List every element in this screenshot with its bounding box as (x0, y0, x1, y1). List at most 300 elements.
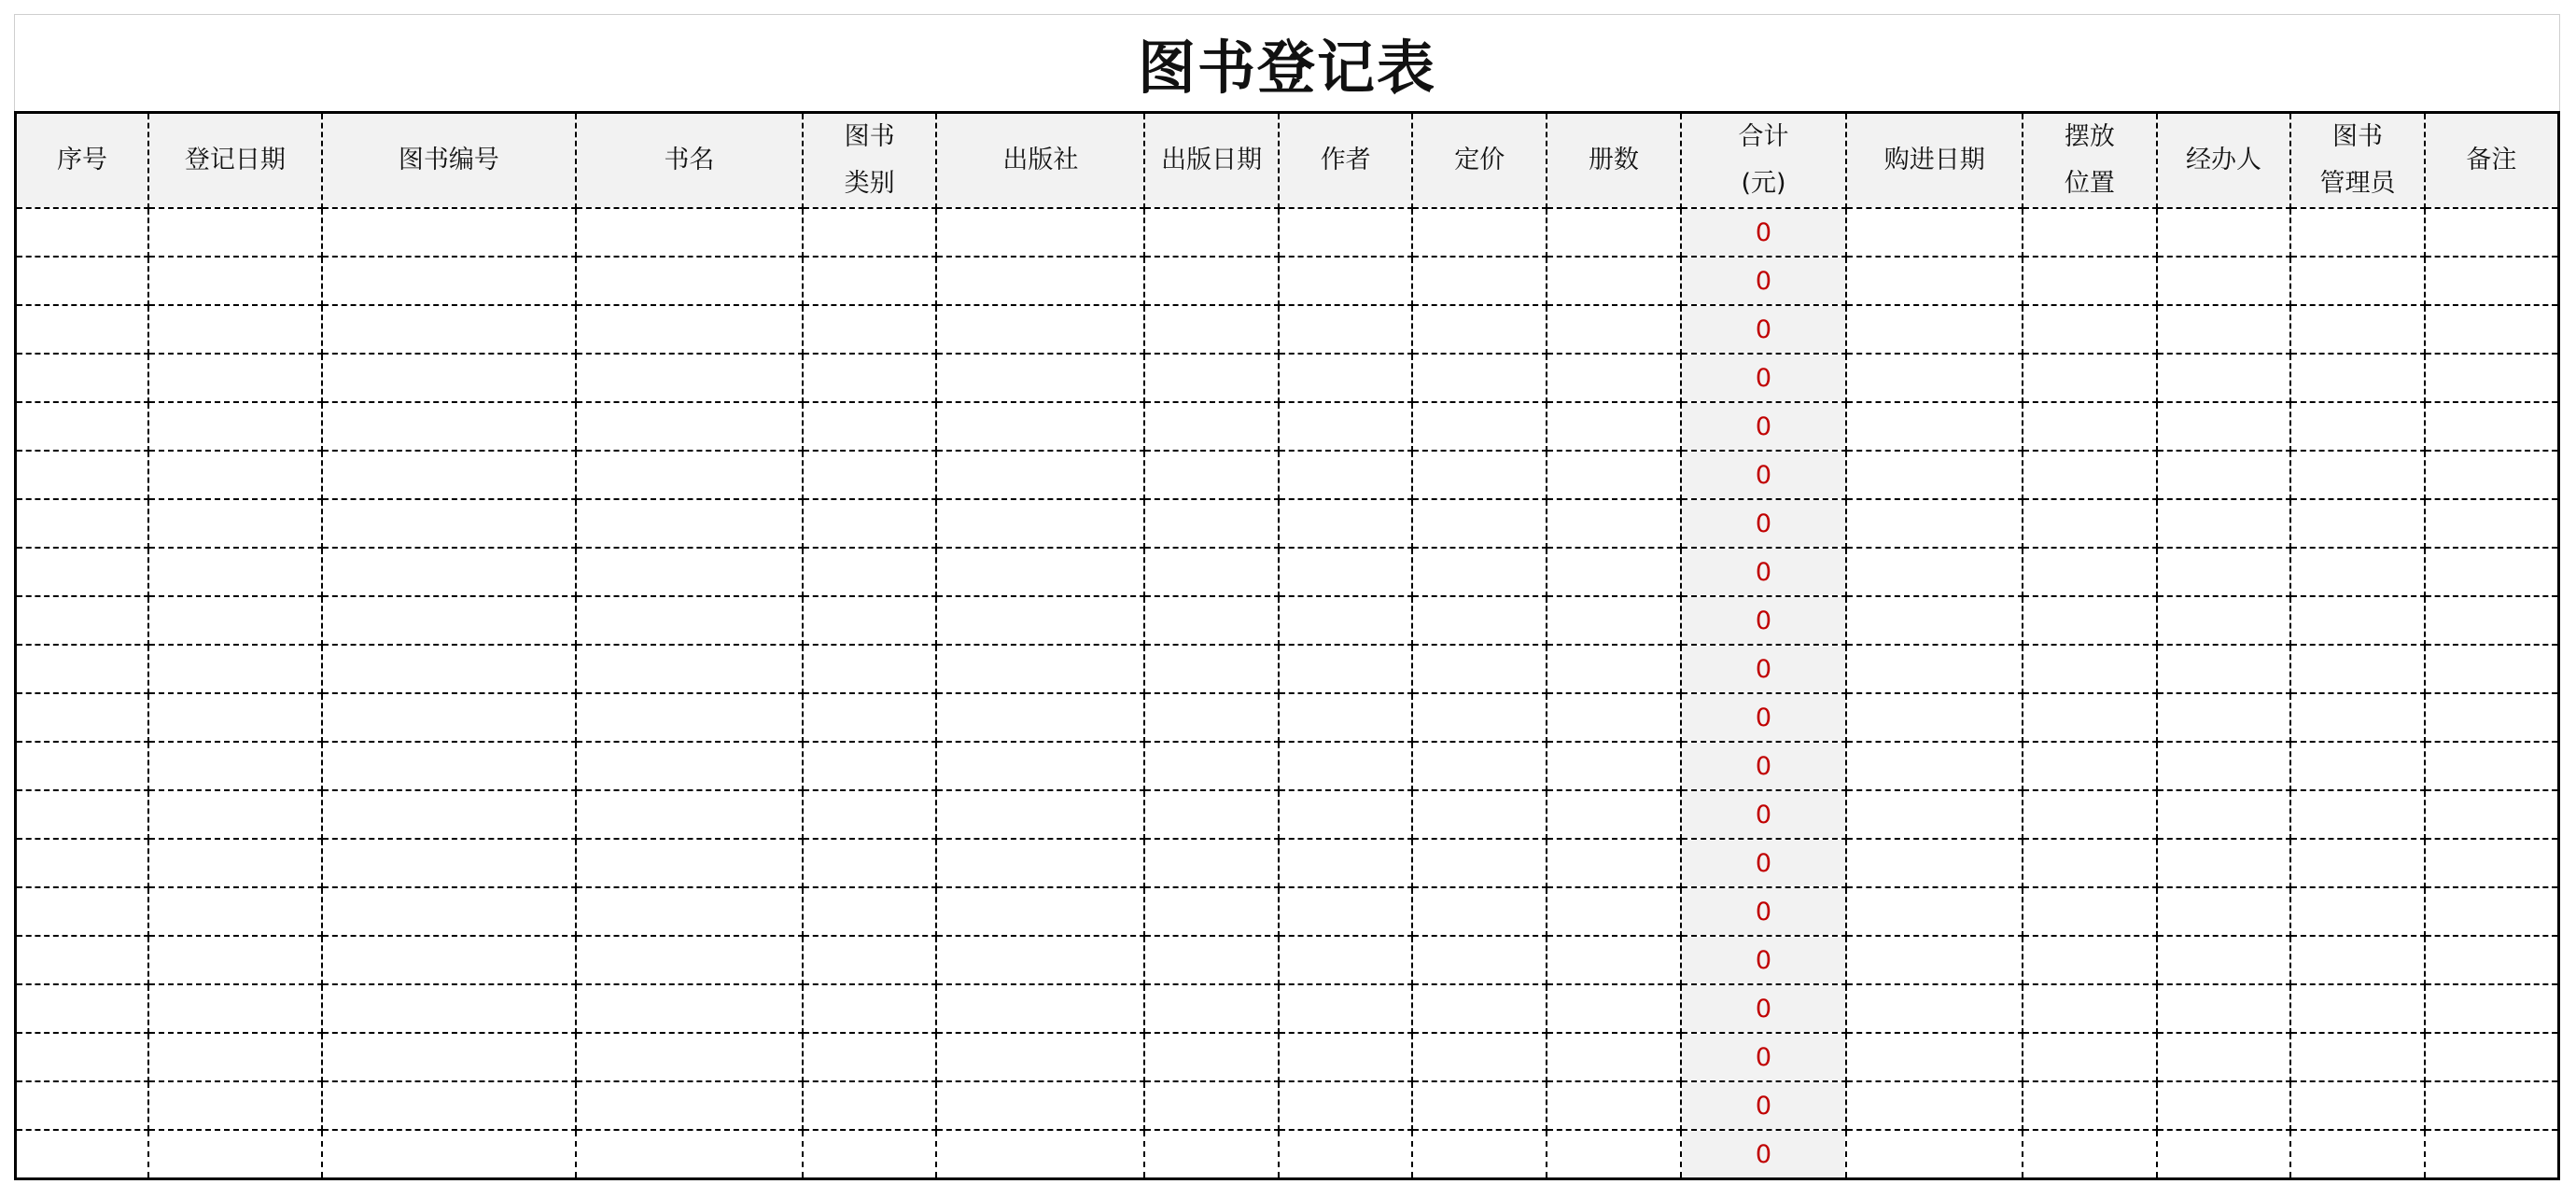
cell-volumes[interactable] (1547, 1033, 1681, 1081)
cell-category[interactable] (803, 839, 937, 887)
cell-remarks[interactable] (2425, 742, 2559, 790)
cell-pub_date[interactable] (1144, 984, 1279, 1033)
cell-publisher[interactable] (936, 1033, 1144, 1081)
cell-total[interactable]: 0 (1681, 936, 1847, 984)
cell-handler[interactable] (2157, 984, 2291, 1033)
cell-librarian[interactable] (2290, 1081, 2425, 1130)
cell-publisher[interactable] (936, 839, 1144, 887)
cell-book_name[interactable] (576, 936, 803, 984)
cell-librarian[interactable] (2290, 354, 2425, 402)
cell-remarks[interactable] (2425, 1130, 2559, 1179)
cell-reg_date[interactable] (148, 305, 322, 354)
cell-reg_date[interactable] (148, 742, 322, 790)
cell-seq[interactable] (16, 305, 149, 354)
cell-pub_date[interactable] (1144, 1033, 1279, 1081)
cell-librarian[interactable] (2290, 499, 2425, 548)
cell-reg_date[interactable] (148, 451, 322, 499)
cell-publisher[interactable] (936, 645, 1144, 693)
cell-purchase_date[interactable] (1846, 887, 2023, 936)
cell-pub_date[interactable] (1144, 790, 1279, 839)
cell-publisher[interactable] (936, 305, 1144, 354)
cell-book_name[interactable] (576, 693, 803, 742)
cell-book_no[interactable] (322, 1130, 576, 1179)
cell-remarks[interactable] (2425, 257, 2559, 305)
cell-book_no[interactable] (322, 305, 576, 354)
cell-purchase_date[interactable] (1846, 257, 2023, 305)
cell-librarian[interactable] (2290, 402, 2425, 451)
cell-volumes[interactable] (1547, 645, 1681, 693)
cell-volumes[interactable] (1547, 984, 1681, 1033)
cell-book_no[interactable] (322, 984, 576, 1033)
cell-remarks[interactable] (2425, 402, 2559, 451)
cell-category[interactable] (803, 1033, 937, 1081)
cell-volumes[interactable] (1547, 790, 1681, 839)
cell-book_name[interactable] (576, 645, 803, 693)
cell-handler[interactable] (2157, 742, 2291, 790)
cell-reg_date[interactable] (148, 1081, 322, 1130)
cell-pub_date[interactable] (1144, 693, 1279, 742)
cell-volumes[interactable] (1547, 693, 1681, 742)
cell-reg_date[interactable] (148, 936, 322, 984)
cell-publisher[interactable] (936, 596, 1144, 645)
cell-author[interactable] (1279, 839, 1413, 887)
cell-librarian[interactable] (2290, 305, 2425, 354)
header-book_name[interactable] (576, 113, 803, 209)
cell-author[interactable] (1279, 1130, 1413, 1179)
cell-purchase_date[interactable] (1846, 693, 2023, 742)
cell-price[interactable] (1412, 354, 1547, 402)
cell-total[interactable]: 0 (1681, 402, 1847, 451)
cell-reg_date[interactable] (148, 1033, 322, 1081)
cell-author[interactable] (1279, 984, 1413, 1033)
cell-publisher[interactable] (936, 693, 1144, 742)
cell-category[interactable] (803, 354, 937, 402)
cell-book_name[interactable] (576, 548, 803, 596)
cell-price[interactable] (1412, 839, 1547, 887)
cell-remarks[interactable] (2425, 305, 2559, 354)
cell-handler[interactable] (2157, 208, 2291, 257)
cell-location[interactable] (2023, 257, 2157, 305)
cell-price[interactable] (1412, 1130, 1547, 1179)
cell-price[interactable] (1412, 451, 1547, 499)
cell-handler[interactable] (2157, 1033, 2291, 1081)
cell-price[interactable] (1412, 790, 1547, 839)
cell-location[interactable] (2023, 402, 2157, 451)
cell-purchase_date[interactable] (1846, 402, 2023, 451)
cell-book_no[interactable] (322, 936, 576, 984)
cell-author[interactable] (1279, 305, 1413, 354)
cell-book_name[interactable] (576, 402, 803, 451)
cell-purchase_date[interactable] (1846, 790, 2023, 839)
cell-reg_date[interactable] (148, 1130, 322, 1179)
cell-publisher[interactable] (936, 936, 1144, 984)
cell-volumes[interactable] (1547, 257, 1681, 305)
cell-volumes[interactable] (1547, 742, 1681, 790)
cell-purchase_date[interactable] (1846, 1033, 2023, 1081)
cell-remarks[interactable] (2425, 1033, 2559, 1081)
cell-total[interactable]: 0 (1681, 790, 1847, 839)
cell-location[interactable] (2023, 742, 2157, 790)
cell-pub_date[interactable] (1144, 1130, 1279, 1179)
header-seq[interactable] (16, 113, 149, 209)
cell-seq[interactable] (16, 1033, 149, 1081)
cell-remarks[interactable] (2425, 839, 2559, 887)
cell-handler[interactable] (2157, 354, 2291, 402)
cell-price[interactable] (1412, 693, 1547, 742)
cell-total[interactable]: 0 (1681, 451, 1847, 499)
cell-remarks[interactable] (2425, 936, 2559, 984)
cell-publisher[interactable] (936, 1081, 1144, 1130)
cell-reg_date[interactable] (148, 790, 322, 839)
cell-handler[interactable] (2157, 887, 2291, 936)
cell-total[interactable]: 0 (1681, 1033, 1847, 1081)
cell-price[interactable] (1412, 887, 1547, 936)
cell-pub_date[interactable] (1144, 354, 1279, 402)
cell-librarian[interactable] (2290, 548, 2425, 596)
cell-librarian[interactable] (2290, 645, 2425, 693)
cell-total[interactable]: 0 (1681, 693, 1847, 742)
cell-book_name[interactable] (576, 257, 803, 305)
cell-book_name[interactable] (576, 451, 803, 499)
cell-handler[interactable] (2157, 305, 2291, 354)
cell-book_name[interactable] (576, 1130, 803, 1179)
cell-seq[interactable] (16, 936, 149, 984)
cell-purchase_date[interactable] (1846, 208, 2023, 257)
cell-author[interactable] (1279, 354, 1413, 402)
cell-price[interactable] (1412, 305, 1547, 354)
cell-location[interactable] (2023, 839, 2157, 887)
cell-location[interactable] (2023, 790, 2157, 839)
cell-volumes[interactable] (1547, 499, 1681, 548)
cell-author[interactable] (1279, 1033, 1413, 1081)
cell-book_name[interactable] (576, 839, 803, 887)
cell-pub_date[interactable] (1144, 596, 1279, 645)
cell-pub_date[interactable] (1144, 839, 1279, 887)
cell-librarian[interactable] (2290, 1033, 2425, 1081)
cell-remarks[interactable] (2425, 548, 2559, 596)
cell-location[interactable] (2023, 354, 2157, 402)
cell-location[interactable] (2023, 1081, 2157, 1130)
cell-category[interactable] (803, 1081, 937, 1130)
cell-seq[interactable] (16, 257, 149, 305)
cell-reg_date[interactable] (148, 499, 322, 548)
cell-book_name[interactable] (576, 305, 803, 354)
cell-total[interactable]: 0 (1681, 742, 1847, 790)
cell-purchase_date[interactable] (1846, 305, 2023, 354)
cell-handler[interactable] (2157, 596, 2291, 645)
cell-price[interactable] (1412, 1033, 1547, 1081)
cell-author[interactable] (1279, 548, 1413, 596)
cell-purchase_date[interactable] (1846, 451, 2023, 499)
cell-location[interactable] (2023, 887, 2157, 936)
cell-librarian[interactable] (2290, 742, 2425, 790)
cell-librarian[interactable] (2290, 936, 2425, 984)
cell-pub_date[interactable] (1144, 208, 1279, 257)
cell-book_name[interactable] (576, 790, 803, 839)
cell-volumes[interactable] (1547, 839, 1681, 887)
cell-remarks[interactable] (2425, 984, 2559, 1033)
cell-category[interactable] (803, 451, 937, 499)
cell-category[interactable] (803, 208, 937, 257)
cell-book_name[interactable] (576, 1081, 803, 1130)
cell-purchase_date[interactable] (1846, 548, 2023, 596)
cell-librarian[interactable] (2290, 208, 2425, 257)
title-cell[interactable] (14, 14, 2560, 111)
cell-author[interactable] (1279, 936, 1413, 984)
cell-seq[interactable] (16, 499, 149, 548)
header-total[interactable] (1681, 113, 1847, 209)
cell-price[interactable] (1412, 1081, 1547, 1130)
cell-seq[interactable] (16, 1081, 149, 1130)
cell-librarian[interactable] (2290, 596, 2425, 645)
cell-purchase_date[interactable] (1846, 1081, 2023, 1130)
cell-location[interactable] (2023, 984, 2157, 1033)
cell-pub_date[interactable] (1144, 645, 1279, 693)
cell-book_no[interactable] (322, 499, 576, 548)
cell-category[interactable] (803, 305, 937, 354)
cell-publisher[interactable] (936, 257, 1144, 305)
cell-book_name[interactable] (576, 742, 803, 790)
cell-pub_date[interactable] (1144, 936, 1279, 984)
cell-book_no[interactable] (322, 257, 576, 305)
cell-location[interactable] (2023, 596, 2157, 645)
cell-publisher[interactable] (936, 548, 1144, 596)
cell-pub_date[interactable] (1144, 548, 1279, 596)
cell-total[interactable]: 0 (1681, 499, 1847, 548)
cell-reg_date[interactable] (148, 887, 322, 936)
header-remarks[interactable] (2425, 113, 2559, 209)
cell-total[interactable]: 0 (1681, 984, 1847, 1033)
cell-remarks[interactable] (2425, 645, 2559, 693)
cell-category[interactable] (803, 596, 937, 645)
cell-book_no[interactable] (322, 402, 576, 451)
header-book_no[interactable] (322, 113, 576, 209)
cell-total[interactable]: 0 (1681, 257, 1847, 305)
cell-volumes[interactable] (1547, 208, 1681, 257)
cell-volumes[interactable] (1547, 1130, 1681, 1179)
cell-total[interactable]: 0 (1681, 354, 1847, 402)
cell-publisher[interactable] (936, 208, 1144, 257)
cell-handler[interactable] (2157, 548, 2291, 596)
cell-reg_date[interactable] (148, 839, 322, 887)
cell-book_no[interactable] (322, 548, 576, 596)
cell-location[interactable] (2023, 645, 2157, 693)
cell-location[interactable] (2023, 305, 2157, 354)
cell-publisher[interactable] (936, 1130, 1144, 1179)
cell-price[interactable] (1412, 936, 1547, 984)
cell-volumes[interactable] (1547, 596, 1681, 645)
cell-publisher[interactable] (936, 887, 1144, 936)
cell-volumes[interactable] (1547, 936, 1681, 984)
cell-book_no[interactable] (322, 1033, 576, 1081)
cell-price[interactable] (1412, 257, 1547, 305)
cell-purchase_date[interactable] (1846, 354, 2023, 402)
cell-category[interactable] (803, 742, 937, 790)
header-handler[interactable] (2157, 113, 2291, 209)
cell-reg_date[interactable] (148, 984, 322, 1033)
cell-reg_date[interactable] (148, 645, 322, 693)
cell-author[interactable] (1279, 499, 1413, 548)
cell-book_no[interactable] (322, 742, 576, 790)
cell-publisher[interactable] (936, 984, 1144, 1033)
header-author[interactable] (1279, 113, 1413, 209)
cell-book_no[interactable] (322, 1081, 576, 1130)
cell-book_name[interactable] (576, 596, 803, 645)
cell-category[interactable] (803, 645, 937, 693)
cell-author[interactable] (1279, 208, 1413, 257)
cell-seq[interactable] (16, 1130, 149, 1179)
cell-total[interactable]: 0 (1681, 887, 1847, 936)
cell-seq[interactable] (16, 596, 149, 645)
header-purchase_date[interactable] (1846, 113, 2023, 209)
cell-price[interactable] (1412, 402, 1547, 451)
cell-seq[interactable] (16, 693, 149, 742)
cell-total[interactable]: 0 (1681, 596, 1847, 645)
cell-remarks[interactable] (2425, 1081, 2559, 1130)
cell-remarks[interactable] (2425, 499, 2559, 548)
cell-price[interactable] (1412, 596, 1547, 645)
cell-book_no[interactable] (322, 887, 576, 936)
cell-author[interactable] (1279, 596, 1413, 645)
cell-book_no[interactable] (322, 790, 576, 839)
cell-author[interactable] (1279, 790, 1413, 839)
header-librarian[interactable] (2290, 113, 2425, 209)
cell-category[interactable] (803, 499, 937, 548)
header-category[interactable] (803, 113, 937, 209)
cell-location[interactable] (2023, 936, 2157, 984)
cell-price[interactable] (1412, 499, 1547, 548)
cell-seq[interactable] (16, 645, 149, 693)
cell-librarian[interactable] (2290, 839, 2425, 887)
cell-handler[interactable] (2157, 839, 2291, 887)
cell-remarks[interactable] (2425, 354, 2559, 402)
cell-volumes[interactable] (1547, 1081, 1681, 1130)
cell-price[interactable] (1412, 984, 1547, 1033)
cell-purchase_date[interactable] (1846, 839, 2023, 887)
header-price[interactable] (1412, 113, 1547, 209)
cell-location[interactable] (2023, 693, 2157, 742)
cell-reg_date[interactable] (148, 257, 322, 305)
cell-handler[interactable] (2157, 1081, 2291, 1130)
cell-book_no[interactable] (322, 596, 576, 645)
cell-category[interactable] (803, 548, 937, 596)
cell-librarian[interactable] (2290, 790, 2425, 839)
cell-publisher[interactable] (936, 354, 1144, 402)
cell-librarian[interactable] (2290, 1130, 2425, 1179)
cell-pub_date[interactable] (1144, 402, 1279, 451)
cell-total[interactable]: 0 (1681, 645, 1847, 693)
cell-volumes[interactable] (1547, 451, 1681, 499)
cell-book_name[interactable] (576, 1033, 803, 1081)
cell-seq[interactable] (16, 742, 149, 790)
cell-author[interactable] (1279, 645, 1413, 693)
cell-pub_date[interactable] (1144, 257, 1279, 305)
cell-seq[interactable] (16, 402, 149, 451)
cell-location[interactable] (2023, 1033, 2157, 1081)
cell-seq[interactable] (16, 354, 149, 402)
cell-category[interactable] (803, 257, 937, 305)
cell-librarian[interactable] (2290, 451, 2425, 499)
cell-seq[interactable] (16, 548, 149, 596)
cell-publisher[interactable] (936, 499, 1144, 548)
cell-total[interactable]: 0 (1681, 1081, 1847, 1130)
header-publisher[interactable] (936, 113, 1144, 209)
cell-book_no[interactable] (322, 693, 576, 742)
cell-pub_date[interactable] (1144, 887, 1279, 936)
cell-purchase_date[interactable] (1846, 742, 2023, 790)
cell-total[interactable]: 0 (1681, 1130, 1847, 1179)
cell-handler[interactable] (2157, 402, 2291, 451)
cell-location[interactable] (2023, 451, 2157, 499)
cell-pub_date[interactable] (1144, 1081, 1279, 1130)
cell-category[interactable] (803, 402, 937, 451)
cell-handler[interactable] (2157, 451, 2291, 499)
cell-pub_date[interactable] (1144, 499, 1279, 548)
cell-remarks[interactable] (2425, 596, 2559, 645)
cell-author[interactable] (1279, 257, 1413, 305)
cell-handler[interactable] (2157, 1130, 2291, 1179)
cell-book_name[interactable] (576, 887, 803, 936)
cell-remarks[interactable] (2425, 451, 2559, 499)
cell-pub_date[interactable] (1144, 305, 1279, 354)
cell-reg_date[interactable] (148, 208, 322, 257)
cell-publisher[interactable] (936, 742, 1144, 790)
cell-volumes[interactable] (1547, 548, 1681, 596)
cell-volumes[interactable] (1547, 354, 1681, 402)
cell-price[interactable] (1412, 548, 1547, 596)
cell-reg_date[interactable] (148, 693, 322, 742)
cell-publisher[interactable] (936, 451, 1144, 499)
cell-remarks[interactable] (2425, 790, 2559, 839)
cell-handler[interactable] (2157, 936, 2291, 984)
header-reg_date[interactable] (148, 113, 322, 209)
cell-seq[interactable] (16, 887, 149, 936)
cell-category[interactable] (803, 790, 937, 839)
cell-book_name[interactable] (576, 499, 803, 548)
cell-volumes[interactable] (1547, 305, 1681, 354)
cell-seq[interactable] (16, 790, 149, 839)
cell-purchase_date[interactable] (1846, 1130, 2023, 1179)
cell-category[interactable] (803, 887, 937, 936)
cell-handler[interactable] (2157, 257, 2291, 305)
cell-category[interactable] (803, 936, 937, 984)
cell-book_no[interactable] (322, 645, 576, 693)
cell-author[interactable] (1279, 742, 1413, 790)
cell-purchase_date[interactable] (1846, 984, 2023, 1033)
cell-price[interactable] (1412, 645, 1547, 693)
cell-author[interactable] (1279, 451, 1413, 499)
cell-book_name[interactable] (576, 354, 803, 402)
cell-pub_date[interactable] (1144, 451, 1279, 499)
cell-book_name[interactable] (576, 984, 803, 1033)
cell-reg_date[interactable] (148, 596, 322, 645)
cell-publisher[interactable] (936, 790, 1144, 839)
cell-seq[interactable] (16, 984, 149, 1033)
cell-reg_date[interactable] (148, 354, 322, 402)
cell-book_no[interactable] (322, 839, 576, 887)
cell-total[interactable]: 0 (1681, 839, 1847, 887)
cell-purchase_date[interactable] (1846, 499, 2023, 548)
cell-seq[interactable] (16, 839, 149, 887)
cell-remarks[interactable] (2425, 887, 2559, 936)
cell-category[interactable] (803, 1130, 937, 1179)
cell-book_no[interactable] (322, 208, 576, 257)
cell-total[interactable]: 0 (1681, 208, 1847, 257)
cell-author[interactable] (1279, 1081, 1413, 1130)
cell-librarian[interactable] (2290, 693, 2425, 742)
cell-purchase_date[interactable] (1846, 596, 2023, 645)
cell-price[interactable] (1412, 208, 1547, 257)
